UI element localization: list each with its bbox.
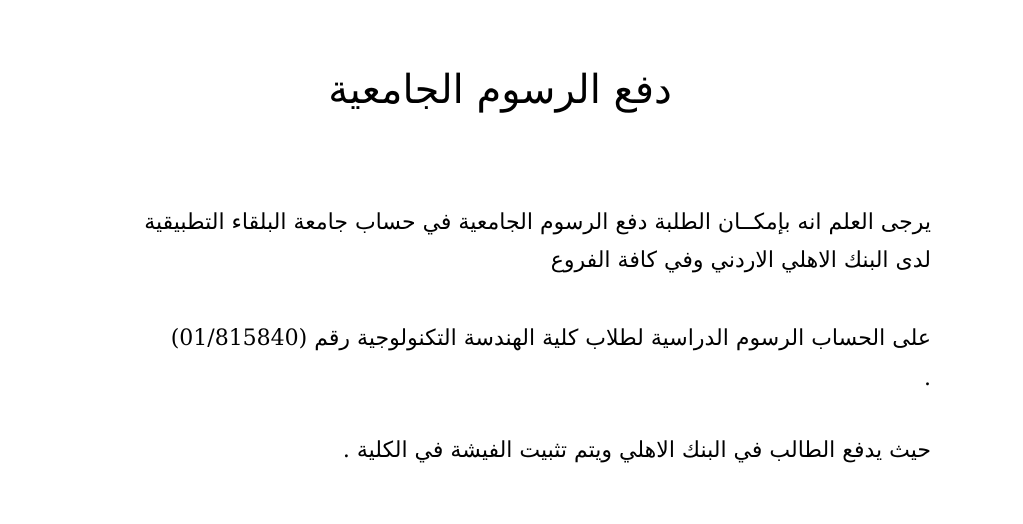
paragraph-2-line-1	[61, 322, 931, 356]
page-title: دفع الرسوم الجامعية	[328, 67, 672, 113]
paragraph-2-text: على الحساب الرسوم الدراسية لطلاب كلية الهندسة التكنولوجية رقم	[307, 326, 931, 351]
paragraph-1-line-2: لدى البنك الاهلي الاردني وفي كافة الفروع	[550, 248, 931, 273]
paragraph-1-line-1: يرجى العلم انه بإمكــان الطلبة دفع الرسوم الجامعية في حساب جامعة البلقاء التطبيقية	[144, 210, 931, 235]
paragraph-3: حيث يدفع الطالب في البنك الاهلي ويتم تثبيت الفيشة في الكلية .	[342, 438, 931, 463]
paragraph-2-line-2: .	[924, 366, 931, 391]
account-number: (01/815840)	[170, 326, 308, 351]
